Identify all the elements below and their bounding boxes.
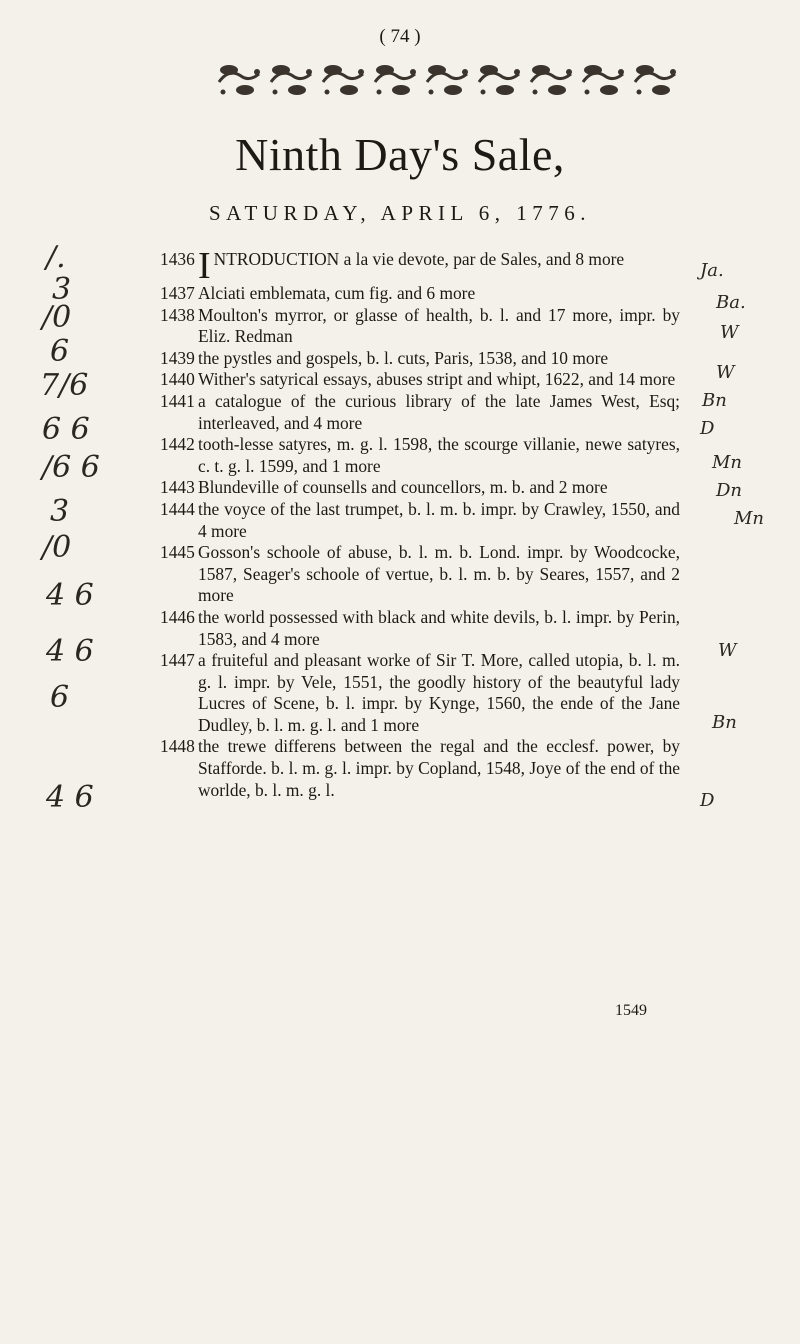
lot-description: the pystles and gospels, b. l. cuts, Paris, 1538, and 10 more bbox=[198, 347, 609, 368]
lot-number: 1443 bbox=[160, 477, 195, 498]
lot-description: tooth-lesse satyres, m. g. l. 1598, the scourge villanie, newe satyres, c. t. g. l. 1599, and 1 more bbox=[198, 434, 680, 476]
lot-description: Wither's satyrical essays, abuses stript and whipt, 1622, and 14 more bbox=[198, 369, 676, 390]
page-title: Ninth Day's Sale, bbox=[235, 129, 565, 180]
margin-price: 6 6 bbox=[42, 412, 90, 447]
drop-initial: I bbox=[198, 245, 211, 287]
sale-date: SATURDAY, APRIL 6, 1776. bbox=[208, 201, 592, 225]
lot-number: 1436 bbox=[160, 249, 195, 269]
lot-entry bbox=[160, 542, 680, 607]
lot-entry bbox=[160, 607, 680, 650]
margin-price: /. bbox=[46, 240, 66, 275]
lot-number: 1445 bbox=[160, 542, 195, 563]
margin-price: 4 6 bbox=[46, 634, 94, 669]
lot-description: Gosson's schoole of abuse, b. l. m. b. Lond. impr. by Woodcocke, 1587, Seager's schoole of vertue, b. l. m. b. by Seares, 1557, and 2 more bbox=[198, 542, 680, 606]
lot-entry bbox=[160, 434, 680, 477]
lot-number: 1441 bbox=[160, 390, 195, 411]
margin-buyer: Bn bbox=[702, 390, 727, 411]
lot-description: the trewe differens between the regal and the ecclesf. power, by Stafforde. b. l. m. g. l. impr. by Copland, 1548, Joye of the end of the worlde, b. l. m. g. l. bbox=[198, 736, 680, 800]
margin-buyer: W bbox=[716, 362, 735, 383]
lot-description: the world possessed with black and white devils, b. l. impr. by Perin, 1583, and 4 more bbox=[198, 606, 680, 649]
lot-entry bbox=[160, 283, 680, 305]
margin-price: 4 6 bbox=[46, 578, 94, 613]
margin-price: /6 6 bbox=[42, 450, 100, 485]
lot-list bbox=[160, 245, 680, 801]
catchword: 1549 bbox=[615, 1002, 647, 1019]
lot-entry bbox=[160, 736, 680, 801]
lot-entry bbox=[160, 245, 680, 287]
lot-description: the voyce of the last trumpet, b. l. m. b. impr. by Crawley, 1550, and 4 more bbox=[198, 498, 680, 541]
lot-number: 1446 bbox=[160, 606, 195, 627]
margin-price: /0 bbox=[42, 300, 72, 335]
lot-description: Moulton's myrror, or glasse of health, b. l. and 17 more, impr. by Eliz. Redman bbox=[198, 304, 680, 347]
lot-number: 1444 bbox=[160, 498, 195, 519]
lot-entry bbox=[160, 369, 680, 391]
margin-buyer: W bbox=[718, 640, 737, 661]
margin-buyer: D bbox=[700, 418, 715, 439]
margin-price: 3 bbox=[52, 272, 72, 307]
margin-price: 4 6 bbox=[46, 780, 94, 815]
lot-number: 1440 bbox=[160, 369, 195, 390]
lot-number: 1448 bbox=[160, 736, 195, 757]
lot-number: 1442 bbox=[160, 434, 195, 455]
lot-number: 1437 bbox=[160, 283, 195, 303]
margin-buyer: Dn bbox=[716, 480, 743, 501]
page-number: ( 74 ) bbox=[379, 26, 421, 47]
lot-number: 1447 bbox=[160, 650, 195, 671]
margin-price: 3 bbox=[50, 494, 70, 529]
margin-buyer: Mn bbox=[734, 508, 765, 529]
margin-buyer: Ba. bbox=[716, 292, 746, 313]
lot-entry bbox=[160, 650, 680, 736]
lot-description: a fruiteful and pleasant worke of Sir T. More, called utopia, b. l. m. g. l. impr. by Vele, 1551, the goodly history of the beautyful lady Lucres of Scene, b. l. impr. by Kynge, 1560, the ende of the Jane Dudley, b. l. m. g. l. and 1 more bbox=[198, 650, 680, 735]
margin-buyer: Mn bbox=[712, 452, 743, 473]
ornament-band-icon bbox=[215, 60, 685, 102]
lot-number: 1438 bbox=[160, 304, 195, 325]
margin-buyer: Bn bbox=[712, 712, 737, 733]
lot-entry bbox=[160, 391, 680, 434]
lot-description: a catalogue of the curious library of the late James West, Esq; interleaved, and 4 more bbox=[198, 390, 680, 433]
margin-price: /0 bbox=[42, 530, 72, 565]
margin-price: 7/6 bbox=[40, 368, 89, 403]
margin-buyer: W bbox=[720, 322, 739, 343]
lot-number: 1439 bbox=[160, 347, 195, 368]
lot-description: Alciati emblemata, cum fig. and 6 more bbox=[198, 283, 476, 303]
lot-entry bbox=[160, 305, 680, 348]
margin-buyer: D bbox=[700, 790, 715, 811]
lot-description: INTRODUCTION a la vie devote, par de Sales, and 8 more bbox=[198, 245, 625, 287]
lot-entry bbox=[160, 477, 680, 499]
margin-price: 6 bbox=[50, 680, 70, 715]
margin-price: 6 bbox=[50, 334, 70, 369]
lot-entry bbox=[160, 348, 680, 370]
lot-entry bbox=[160, 499, 680, 542]
lot-description: Blundeville of counsells and councellors, m. b. and 2 more bbox=[198, 477, 608, 498]
margin-buyer: Ja. bbox=[700, 260, 724, 281]
